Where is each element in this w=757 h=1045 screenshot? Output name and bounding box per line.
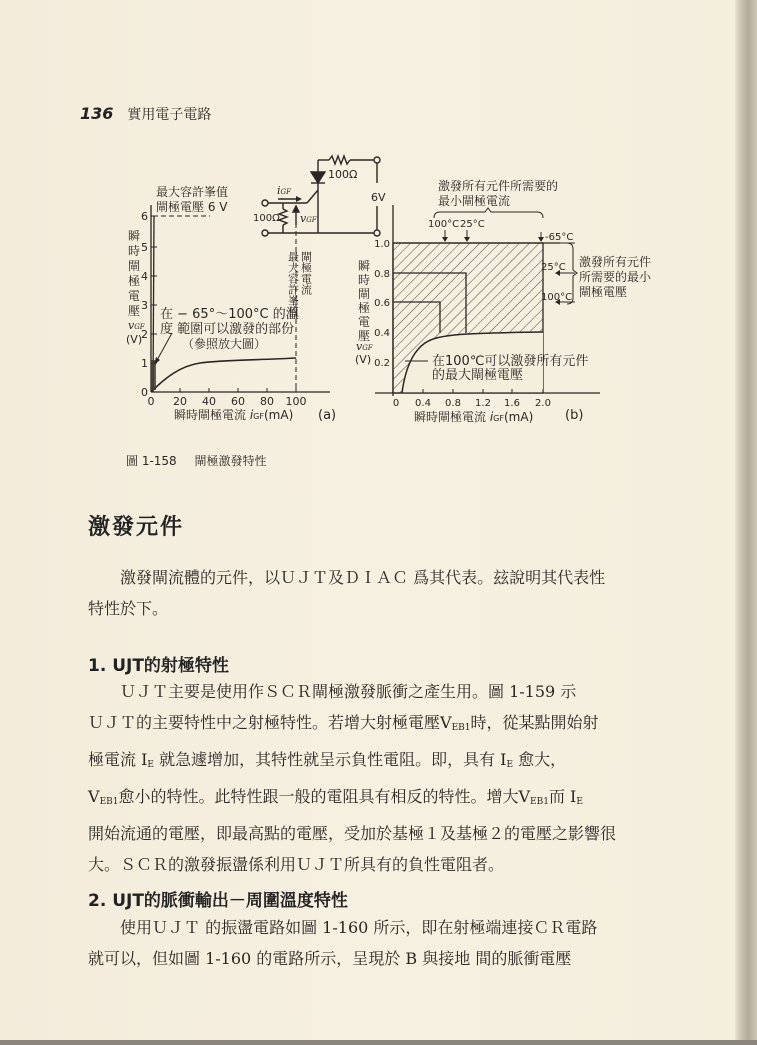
s1-line-1: ＵＪＴ主要是使用作ＳＣＲ閘極激發脈衝之產生用。圖 1-159 示	[120, 682, 577, 701]
svg-text:0.8: 0.8	[374, 269, 390, 280]
s1-subscript: E	[147, 760, 154, 770]
chart-b-marker-25c-top: 25°C	[460, 219, 485, 230]
chart-a-region-annotation-3: （參照放大圖）	[182, 337, 267, 351]
circuit-gate-resistor-label: 100Ω	[253, 213, 280, 224]
s2-line-1: 使用ＵＪＴ 的振盪電路如圖 1-160 所示，即在射極端連接ＣＲ電路	[120, 918, 598, 937]
s1-subscript: EB1	[99, 797, 119, 807]
svg-text:時: 時	[128, 244, 141, 258]
chart-b-min-voltage-annotation-1: 激發所有元件	[579, 255, 652, 269]
svg-text:0.6: 0.6	[374, 298, 390, 309]
svg-text:80: 80	[260, 395, 274, 408]
scan-bottom-edge	[0, 1040, 757, 1045]
svg-text:電: 電	[358, 315, 371, 329]
s1-line-3a: 極電流 I	[88, 750, 148, 769]
page-number: 136	[80, 104, 114, 123]
svg-text:0.2: 0.2	[374, 358, 390, 369]
chart-b-marker-25c-right: 25°C	[541, 262, 566, 273]
chart-a-max-voltage-annotation-2: 閘極電壓 6 V	[156, 200, 228, 214]
svg-text:vGF: vGF	[356, 340, 373, 353]
svg-text:2: 2	[141, 328, 148, 341]
s1-line-2b: 時，從某點開始射	[470, 713, 599, 732]
figure-caption-title: 閘極激發特性	[194, 454, 267, 468]
svg-text:極: 極	[128, 274, 141, 288]
subsection-2-title: 2. UJT的脈衝輸出－周圍溫度特性	[88, 891, 348, 911]
svg-text:1.2: 1.2	[475, 398, 491, 409]
svg-text:1.0: 1.0	[374, 239, 390, 250]
circuit-supply-label: 6V	[371, 191, 386, 204]
svg-text:(V): (V)	[126, 333, 143, 346]
s1-line-2a: ＵＪＴ的主要特性中之射極特性。若增大射極電壓V	[88, 713, 452, 732]
s2-line-2: 就可以，但如圖 1-160 的電路所示，呈現於 B 與接地 間的脈衝電壓	[88, 949, 572, 968]
chart-b-marker-m65c-right: -65°C	[545, 232, 574, 243]
s1-line-4c: 而 I	[548, 787, 577, 806]
chart-b-min-current-annotation-1: 激發所有元件所需要的	[438, 179, 559, 193]
chart-a-region-annotation-2: 度 範圍可以激發的部份	[160, 322, 295, 337]
svg-text:0: 0	[392, 398, 400, 409]
chart-b-max-voltage-annotation-1: 在100℃可以激發所有元件	[432, 354, 589, 369]
subsection-1-title: 1. UJT的射極特性	[88, 656, 229, 676]
svg-text:壓: 壓	[358, 329, 371, 343]
chart-b-marker-100c-top: 100°C	[428, 219, 460, 230]
chart-b-x-label: 瞬時閘極電流 iGF(mA)	[414, 410, 534, 424]
chart-b-min-voltage-annotation-3: 閘極電壓	[579, 285, 628, 299]
s1-line-4b: 愈小的特性。此特性跟一般的電阻具有相反的特性。增大V	[118, 787, 531, 806]
s1-line-5: 開始流通的電壓，即最高點的電壓，受加於基極１及基極２的電壓之影響很	[88, 824, 617, 843]
chart-b-min-current-annotation-2: 最小閘極電流	[438, 194, 511, 208]
svg-text:時: 時	[358, 273, 371, 287]
svg-text:1.6: 1.6	[504, 398, 520, 409]
svg-text:電: 電	[128, 289, 141, 303]
section-title: 激發元件	[88, 515, 185, 540]
svg-text:vGF: vGF	[128, 319, 145, 332]
svg-text:閘: 閘	[358, 287, 371, 301]
s1-subscript: EB1	[530, 797, 549, 807]
svg-text:4: 4	[141, 270, 148, 283]
svg-text:閘極電流: 閘極電流	[299, 251, 313, 295]
chart-b-y-label	[355, 259, 374, 366]
s1-subscript: E	[506, 760, 514, 770]
s1-line-4a: V	[88, 787, 100, 806]
svg-text:閘: 閘	[128, 259, 141, 273]
figure-caption-number: 圖 1-158	[126, 454, 177, 468]
svg-text:3: 3	[141, 299, 148, 312]
svg-text:20: 20	[173, 395, 187, 408]
chart-b-marker-100c-right: 100°C	[541, 292, 573, 303]
svg-text:100: 100	[285, 395, 307, 408]
svg-text:最大容許峯值: 最大容許峯值	[286, 251, 300, 317]
svg-text:瞬: 瞬	[358, 259, 371, 273]
intro-line-2: 特性於下。	[88, 599, 169, 618]
svg-text:1: 1	[141, 357, 148, 370]
chart-a-region-annotation-1: 在 − 65°～100°C 的溫	[160, 307, 299, 322]
svg-text:0: 0	[147, 395, 155, 408]
svg-text:極: 極	[358, 301, 371, 315]
book-title: 實用電子電路	[127, 107, 212, 123]
svg-text:2.0: 2.0	[535, 398, 551, 409]
chart-b-max-voltage-annotation-2: 的最大閘極電壓	[432, 368, 524, 383]
section-intro-paragraph	[88, 562, 658, 624]
s1-line-6: 大。ＳＣＲ的激發振盪係利用ＵＪＴ所具有的負性電阻者。	[88, 855, 505, 874]
s1-line-3c: 愈大，	[513, 750, 567, 769]
s1-subscript: EB1	[451, 723, 471, 733]
svg-text:40: 40	[202, 395, 216, 408]
chart-b-min-voltage-annotation-2: 所需要的最小	[579, 270, 652, 284]
chart-a-x-label: 瞬時閘極電流 iGF(mA)	[174, 408, 294, 422]
svg-text:(V): (V)	[355, 353, 372, 366]
circuit-anode-resistor-label: 100Ω	[328, 168, 358, 181]
subsection-2-paragraph	[88, 912, 658, 974]
s1-line-3b: 就急遽增加，其特性就呈示負性電阻。即，具有 I	[154, 750, 507, 769]
svg-text:60: 60	[231, 395, 245, 408]
figure-1-158	[0, 0, 757, 440]
svg-text:壓: 壓	[128, 304, 141, 318]
s1-subscript: E	[576, 797, 583, 807]
svg-text:5: 5	[141, 241, 148, 254]
chart-a-max-voltage-annotation-1: 最大容許峯值	[156, 185, 229, 199]
chart-b-panel-label: (b)	[565, 408, 584, 423]
svg-text:6: 6	[141, 210, 148, 223]
circuit-current-label: iGF	[277, 184, 291, 197]
svg-text:0.8: 0.8	[445, 398, 461, 409]
intro-line-1: 激發閘流體的元件，以ＵＪＴ及ＤＩＡＣ 爲其代表。玆說明其代表性	[120, 568, 606, 587]
svg-text:0.4: 0.4	[374, 328, 390, 339]
figure-caption	[126, 452, 267, 469]
circuit-voltage-label: vGF	[300, 212, 317, 225]
chart-a-panel-label: (a)	[318, 408, 337, 423]
svg-text:0.4: 0.4	[415, 398, 431, 409]
chart-a-max-current-annotation	[287, 251, 313, 317]
svg-text:瞬: 瞬	[128, 229, 141, 243]
svg-text:0: 0	[141, 386, 148, 399]
figure-graphics	[0, 0, 757, 440]
subsection-1-paragraph	[88, 676, 658, 880]
